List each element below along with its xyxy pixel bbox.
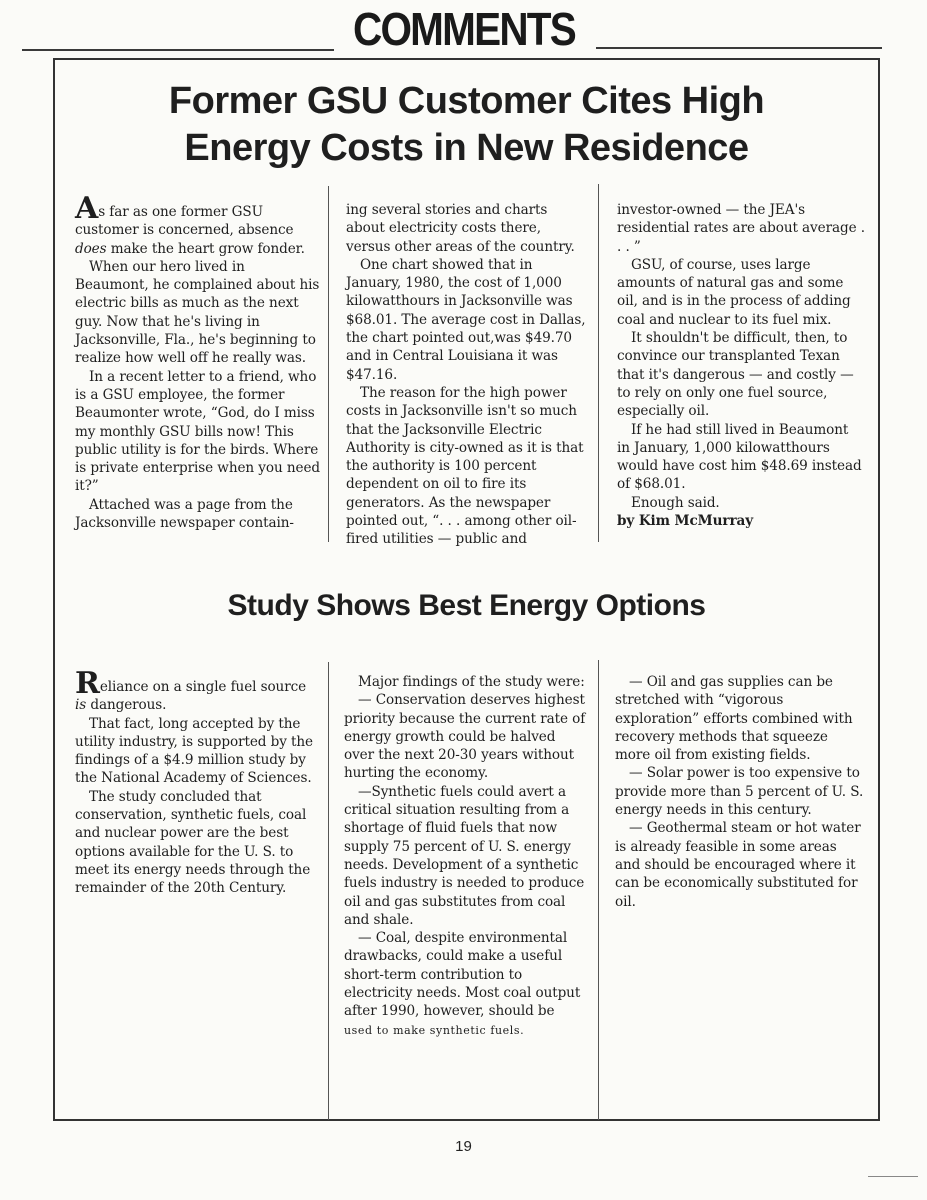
- column-divider: [328, 662, 329, 1120]
- article1-lede: As far as one former GSU customer is concerned, absence does make the heart grow fonder.: [75, 191, 305, 257]
- page-number: 19: [455, 1138, 472, 1155]
- finding: — Oil and gas supplies can be stretched with “vigorous exploration” efforts combined with recovery methods that squeeze more oil from existing fields.: [615, 674, 853, 764]
- article1-column-2: [346, 201, 586, 549]
- article2-column-2: [344, 673, 586, 1040]
- paragraph: Major findings of the study were:: [358, 674, 585, 690]
- paragraph: The reason for the high power costs in Jacksonville isn't so much that the Jacksonville Electric Authority is city-owned as it is that the authority is 100 percent dependent on oil to fire its generators. As the newspaper pointed out, “. . . among other oil-fired utilities — public and: [346, 384, 584, 548]
- article2-column-3: [615, 673, 865, 911]
- corner-rule: [868, 1176, 918, 1177]
- dropcap: A: [75, 191, 99, 226]
- article2-column-1: [75, 666, 321, 898]
- paragraph: One chart showed that in January, 1980, the cost of 1,000 kilowatthours in Jacksonville was $68.01. The average cost in Dallas, the chart pointed out,was $49.70 and in Central Louisiana it was $47.16.: [346, 256, 586, 383]
- article1-column-1: [75, 191, 321, 532]
- article2-lede: Reliance on a single fuel source is dangerous.: [75, 666, 307, 714]
- finding: — Conservation deserves highest priority because the current rate of energy growth could be halved over the next 20-30 years without hurting the economy.: [344, 692, 586, 782]
- finding: — Solar power is too expensive to provide more than 5 percent of U. S. energy needs in this century.: [615, 765, 864, 819]
- paragraph: In a recent letter to a friend, who is a GSU employee, the former Beaumonter wrote, “God, do I miss my monthly GSU bills now! This public utility is for the birds. Where is private enterprise when you need it?”: [75, 368, 320, 495]
- paragraph: It shouldn't be difficult, then, to convince our transplanted Texan that it's dangerous — and costly — to rely on only one fuel source, especially oil.: [617, 330, 854, 420]
- paragraph: That fact, long accepted by the utility industry, is supported by the findings of a $4.9 million study by the National Academy of Sciences.: [75, 715, 313, 787]
- column-divider: [328, 186, 329, 542]
- masthead-rule-right: [596, 47, 882, 49]
- paragraph: Attached was a page from the Jacksonville newspaper contain-: [75, 496, 294, 532]
- paragraph: GSU, of course, uses large amounts of natural gas and some oil, and is in the process of adding coal and nuclear to its fuel mix.: [617, 256, 851, 328]
- paragraph: When our hero lived in Beaumont, he complained about his electric bills as much as the next guy. Now that he's living in Jacksonville, Fla., he's beginning to realize how well off he really was.: [75, 258, 320, 367]
- byline: by Kim McMurray: [617, 513, 754, 530]
- article1-headline-line2: Energy Costs in New Residence: [184, 127, 749, 169]
- column-divider: [598, 660, 599, 1120]
- article1-headline-line1: Former GSU Customer Cites High: [168, 80, 765, 122]
- paragraph: If he had still lived in Beaumont in January, 1,000 kilowatthours would have cost him $48.69 instead of $68.01.: [617, 421, 862, 493]
- finding: —Synthetic fuels could avert a critical situation resulting from a shortage of fluid fuels that now supply 75 percent of U. S. energy needs. Development of a synthetic fuels industry is needed to produce oil and gas substitutes from coal and shale.: [344, 783, 585, 928]
- paragraph: investor-owned — the JEA's residential rates are about average . . . ”: [617, 202, 865, 255]
- dropcap: R: [75, 666, 100, 701]
- article2-headline: Study Shows Best Energy Options: [227, 589, 706, 622]
- column-divider: [598, 184, 599, 542]
- paragraph: Enough said.: [631, 494, 720, 511]
- article1-column-3: [617, 201, 865, 530]
- finding: — Geothermal steam or hot water is already feasible in some areas and should be encouraged where it can be economically substituted for oil.: [615, 820, 861, 910]
- section-masthead: COMMENTS: [352, 3, 576, 55]
- article1-headline: [53, 78, 880, 172]
- finding: — Coal, despite environmental drawbacks, could make a useful short-term contribution to electricity needs. Most coal output after 1990, however, should be used to make synthetic fuels.: [344, 930, 581, 1037]
- paragraph: ing several stories and charts about electricity costs there, versus other areas of the country.: [346, 202, 575, 255]
- masthead-rule-left: [22, 49, 334, 51]
- paragraph: The study concluded that conservation, synthetic fuels, coal and nuclear power are the best options available for the U. S. to meet its energy needs through the remainder of the 20th Century.: [75, 788, 311, 897]
